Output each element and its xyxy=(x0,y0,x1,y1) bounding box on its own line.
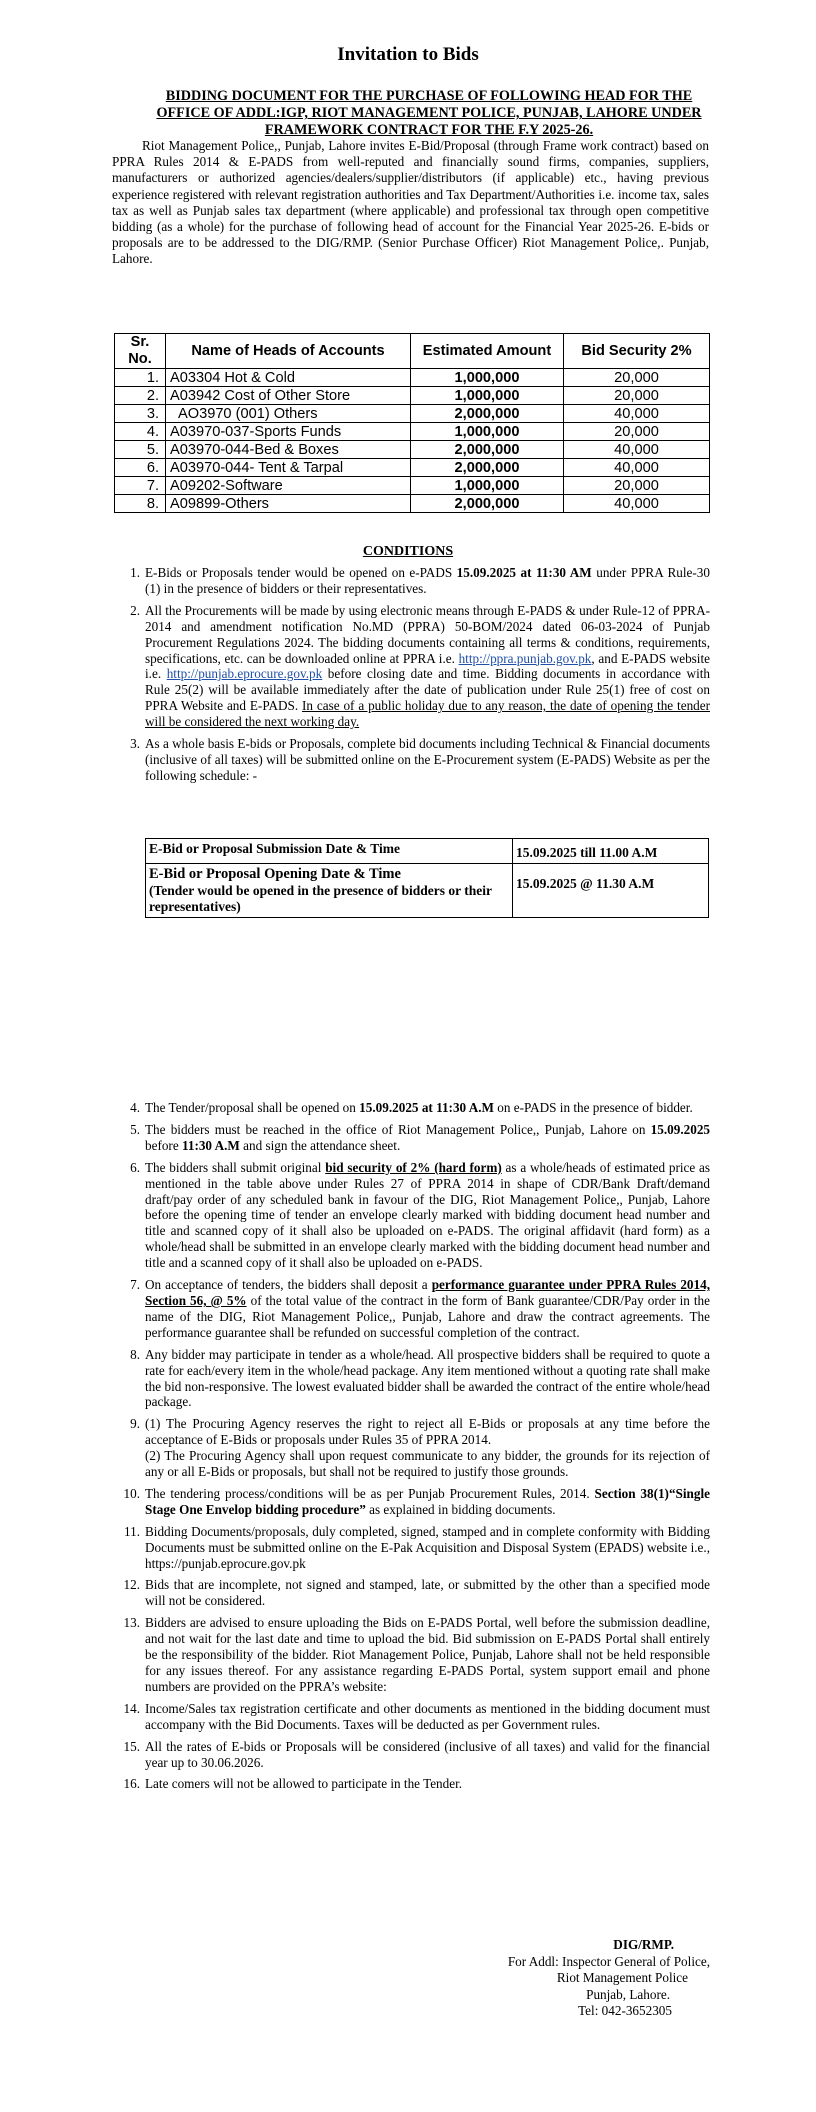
condition-item xyxy=(130,1159,711,1271)
condition-text: as a whole/heads of estimated price as mentioned in the table above under Rules 27 of PPRA 2014 in shape of CDR/Bank Draft/demand draft/pay order of any scheduled bank in favour of the DIG, Riot Management Police,, Punjab, Lahore before the opening time of tender an envelope clearly marked with bidding document head number and title and scanned copy of it shall also be uploaded on e-PADS. The original affidavit (hard form) as a whole/head shall be submitted in an envelope clearly marked with the bidding document head number and title and a scanned copy of it shall also be uploaded on e-PADS. xyxy=(145,1159,711,1271)
table-row xyxy=(115,423,710,441)
ppra-link[interactable]: http://ppra.punjab.gov.pk xyxy=(458,650,592,666)
cell-name: A03942 Cost of Other Store xyxy=(166,387,411,405)
condition-item xyxy=(130,1121,710,1154)
table-row xyxy=(115,405,710,423)
condition-item xyxy=(130,736,710,784)
cell-name: A03970-044-Bed & Boxes xyxy=(166,441,411,459)
attendance-time: 11:30 A.M xyxy=(181,1137,240,1153)
condition-item xyxy=(123,1700,710,1733)
condition-text: All the rates of E-bids or Proposals will be considered (inclusive of all taxes) and valid for the financial year up to 30.06.2026. xyxy=(145,1738,710,1770)
submission-label: E-Bid or Proposal Submission Date & Time xyxy=(146,839,513,864)
cell-security: 40,000 xyxy=(564,495,710,513)
table-row xyxy=(115,495,710,513)
opening-note: (Tender would be opened in the presence of bidders or their representatives) xyxy=(149,883,492,914)
opening-value: 15.09.2025 @ 11.30 A.M xyxy=(513,864,709,918)
cell-amount: 2,000,000 xyxy=(411,459,564,477)
cell-amount: 1,000,000 xyxy=(411,477,564,495)
condition-text: of the total value of the contract in the form of Bank guarantee/CDR/Pay order in the name of the DIG, Riot Management Police,, Punjab, Lahore and draw the contract agreements. The performance guarantee shall be refunded on successful completion of the contract. xyxy=(145,1292,710,1340)
condition-number: 12. xyxy=(123,1577,140,1593)
cell-security: 20,000 xyxy=(564,369,710,387)
condition-text: Any bidder may participate in tender as a whole/head. All prospective bidders shall be required to quote a rate for each/every item in the whole/head package. Any item mentioned without a quoting rate shall make the bid non-responsive. The lowest evaluated bidder shall be awarded the contract of the entire whole/head package. xyxy=(145,1346,710,1410)
cell-sr: 2. xyxy=(115,387,166,405)
condition-number: 6. xyxy=(130,1159,140,1175)
condition-text: As a whole basis E-bids or Proposals, complete bid documents including Technical & Financial documents (inclusive of all taxes) will be submitted online on the E-Procurement system (E-PADS) Website as per the following schedule: - xyxy=(145,736,710,783)
condition-text: On acceptance of tenders, the bidders shall deposit a xyxy=(145,1277,432,1293)
cell-security: 20,000 xyxy=(564,477,710,495)
condition-text: (1) The Procuring Agency reserves the right to reject all E-Bids or proposals at any time before the acceptance of E-Bids or proposals under Rules 35 of PPRA 2014. xyxy=(145,1416,710,1448)
cell-security: 40,000 xyxy=(564,405,710,423)
signatory-line: Riot Management Police xyxy=(556,1970,688,1985)
signature-block xyxy=(440,1937,710,2020)
condition-text: before closing date and time. Bidding documents in accordance with Rule 25(2) will be available immediately after the date of publication under Rule 25(1) free of cost on PPRA Website and E-PADS. xyxy=(145,666,710,714)
performance-guarantee-note: performance guarantee under PPRA Rules 2014, Section 56, @ 5% xyxy=(145,1277,710,1308)
cell-name: AO3970 (001) Others xyxy=(166,405,411,423)
cell-name: A03304 Hot & Cold xyxy=(166,369,411,387)
table-row xyxy=(115,459,710,477)
condition-number: 8. xyxy=(130,1346,140,1362)
cell-security: 20,000 xyxy=(564,387,710,405)
cell-name: A09202-Software xyxy=(166,477,411,495)
condition-text: Bidding Documents/proposals, duly completed, signed, stamped and in complete conformity with Bidding Documents must be submitted online on the E-Pak Acquisition and Disposal System (EPADS) website i.e., https://punjab.eprocure.gov.pk xyxy=(145,1523,710,1571)
condition-text: The bidders must be reached in the office of Riot Management Police,, Punjab, Lahore on xyxy=(145,1121,651,1137)
condition-item xyxy=(124,1523,710,1572)
schedule-row-submission xyxy=(146,839,709,864)
cell-amount: 1,000,000 xyxy=(411,369,564,387)
cell-amount: 2,000,000 xyxy=(411,405,564,423)
opening-label: E-Bid or Proposal Opening Date & Time xyxy=(149,866,401,882)
cell-security: 40,000 xyxy=(564,441,710,459)
header-bid-security: Bid Security 2% xyxy=(564,334,710,369)
condition-text: on e-PADS in the presence of bidder. xyxy=(493,1100,693,1115)
document-title: Invitation to Bids xyxy=(337,44,479,65)
signatory-tel: Tel: 042-3652305 xyxy=(578,2003,672,2018)
table-row xyxy=(115,387,710,405)
attendance-date: 15.09.2025 xyxy=(650,1121,710,1137)
condition-text: as explained in bidding documents. xyxy=(365,1501,556,1517)
conditions-list-top xyxy=(130,565,710,790)
cell-amount: 1,000,000 xyxy=(411,423,564,441)
condition-item xyxy=(123,1577,710,1609)
signatory-line: Punjab, Lahore. xyxy=(586,1986,670,2002)
cell-amount: 1,000,000 xyxy=(411,387,564,405)
condition-text: , and E-PADS website i.e. xyxy=(145,650,710,682)
condition-item xyxy=(130,565,710,597)
cell-sr: 6. xyxy=(115,459,166,477)
condition-text: Late comers will not be allowed to participate in the Tender. xyxy=(145,1776,463,1792)
intro-paragraph: Riot Management Police,, Punjab, Lahore invites E-Bid/Proposal (through Frame work contract) based on PPRA Rules 2014 & E-PADS from well-reputed and financially sound firms, companies, suppliers, manufacturers or authorized agencies/dealers/supplier/distributors (if applicable) etc., having previous experience registered with relevant registration authorities and Tax Department/Authorities i.e. income tax, sales tax as well as Punjab sales tax department (where applicable) and professional tax through open competitive bidding (as a whole) for the purchase of following head of account for the Financial Year 2025-26. E-bids or proposals are to be addressed to the DIG/RMP. (Senior Purchase Officer) Riot Management Police,. Punjab, Lahore. xyxy=(112,138,709,267)
condition-text: E-Bids or Proposals tender would be opened on e-PADS xyxy=(145,565,457,580)
document-subtitle: BIDDING DOCUMENT FOR THE PURCHASE OF FOLLOWING HEAD FOR THE OFFICE OF ADDL:IGP, RIOT MANAGEMENT POLICE, PUNJAB, LAHORE UNDER FRAMEWORK CONTRACT FOR THE F.Y 2025-26. xyxy=(156,88,702,138)
signatory-name: DIG/RMP. xyxy=(613,1937,674,1952)
condition-text: Bids that are incomplete, not signed and stamped, late, or submitted by the other than a specified mode will not be considered. xyxy=(145,1577,710,1609)
submission-value: 15.09.2025 till 11.00 A.M xyxy=(513,839,709,864)
condition-number: 14. xyxy=(123,1700,140,1716)
condition-number: 16. xyxy=(123,1776,140,1792)
cell-sr: 8. xyxy=(115,495,166,513)
header-estimated-amount: Estimated Amount xyxy=(411,334,564,369)
condition-text: The Tender/proposal shall be opened on xyxy=(145,1100,360,1115)
header-sr-no: Sr. No. xyxy=(115,334,166,369)
cell-name: A09899-Others xyxy=(166,495,411,513)
cell-name: A03970-037-Sports Funds xyxy=(166,423,411,441)
cell-sr: 3. xyxy=(115,405,166,423)
condition-text: The tendering process/conditions will be as per Punjab Procurement Rules, 2014. xyxy=(145,1485,595,1501)
condition-number: 15. xyxy=(123,1738,140,1754)
condition-item xyxy=(130,1277,710,1341)
epads-link[interactable]: http://punjab.eprocure.gov.pk xyxy=(166,666,323,682)
condition-item xyxy=(130,602,710,730)
cell-security: 20,000 xyxy=(564,423,710,441)
condition-text: under PPRA Rule-30 (1) in the presence of bidders or their representatives. xyxy=(145,565,710,596)
condition-number: 5. xyxy=(130,1121,140,1137)
condition-text: All the Procurements will be made by using electronic means through E-PADS & under Rule-12 of PPRA-2014 and amendment notification No.MD (PPRA) 50-BOM/2024 dated 06-03-2024 of Punjab Procurement Regulations 2024. The bidding documents containing all terms & conditions, requirements, specifications, etc. can be downloaded online at PPRA i.e. xyxy=(145,602,710,666)
table-row xyxy=(115,477,710,495)
condition-number: 2. xyxy=(130,602,140,618)
condition-text: (2) The Procuring Agency shall upon request communicate to any bidder, the grounds for its rejection of any or all E-Bids or proposals, but shall not be required to justify those grounds. xyxy=(145,1448,710,1480)
table-header-row xyxy=(115,334,710,369)
condition-item xyxy=(130,1346,710,1411)
cell-sr: 7. xyxy=(115,477,166,495)
cell-amount: 2,000,000 xyxy=(411,441,564,459)
bid-security-note: bid security of 2% (hard form) xyxy=(325,1159,502,1175)
cell-amount: 2,000,000 xyxy=(411,495,564,513)
condition-item xyxy=(130,1416,710,1480)
schedule-row-opening xyxy=(146,864,709,918)
condition-item xyxy=(130,1100,710,1116)
condition-number: 10. xyxy=(123,1485,140,1501)
holiday-note: In case of a public holiday due to any reason, the date of opening the tender will be considered the next working day. xyxy=(145,698,710,730)
signatory-line: For Addl: Inspector General of Police, xyxy=(507,1953,710,1969)
cell-sr: 5. xyxy=(115,441,166,459)
table-row xyxy=(115,369,710,387)
opening-datetime: 15.09.2025 at 11:30 A.M xyxy=(359,1100,494,1115)
condition-number: 3. xyxy=(130,736,140,752)
condition-item xyxy=(123,1776,710,1792)
condition-item xyxy=(123,1738,710,1771)
cell-security: 40,000 xyxy=(564,459,710,477)
conditions-list-bottom xyxy=(123,1100,711,1798)
conditions-title: CONDITIONS xyxy=(362,544,454,559)
opening-cell xyxy=(146,864,513,918)
condition-number: 4. xyxy=(130,1100,140,1115)
condition-number: 11. xyxy=(124,1523,140,1539)
condition-text: Bidders are advised to ensure uploading the Bids on E-PADS Portal, well before the submission deadline, and not wait for the last date and time to upload the bid. Bid submission on E-PADS Portal shall entirely be the responsibility of the bidder. Riot Management Police, Punjab, Lahore shall not be held responsible for any issues thereof. For any assistance regarding E-PADS Portal, system support email and phone numbers are provided on the PPRA’s website: xyxy=(145,1615,710,1694)
condition-item xyxy=(123,1615,710,1695)
cell-sr: 1. xyxy=(115,369,166,387)
heads-of-accounts-table xyxy=(114,333,710,513)
cell-name: A03970-044- Tent & Tarpal xyxy=(166,459,411,477)
condition-text: and sign the attendance sheet. xyxy=(239,1137,401,1153)
condition-item xyxy=(123,1485,710,1518)
condition-number: 13. xyxy=(123,1615,140,1631)
condition-number: 7. xyxy=(130,1277,140,1293)
condition-text: The bidders shall submit original xyxy=(145,1159,326,1175)
header-name: Name of Heads of Accounts xyxy=(166,334,411,369)
schedule-table xyxy=(145,838,709,918)
condition-number: 9. xyxy=(130,1416,140,1432)
condition-text: Income/Sales tax registration certificate and other documents as mentioned in the bidding document must accompany with the Bid Documents. Taxes will be deducted as per Government rules. xyxy=(145,1700,710,1732)
condition-text: before xyxy=(145,1137,182,1153)
cell-sr: 4. xyxy=(115,423,166,441)
table-row xyxy=(115,441,710,459)
opening-datetime: 15.09.2025 at 11:30 AM xyxy=(456,565,592,580)
bidding-procedure: Section 38(1)“Single Stage One Envelop bidding procedure” xyxy=(145,1485,710,1517)
condition-number: 1. xyxy=(130,565,140,580)
